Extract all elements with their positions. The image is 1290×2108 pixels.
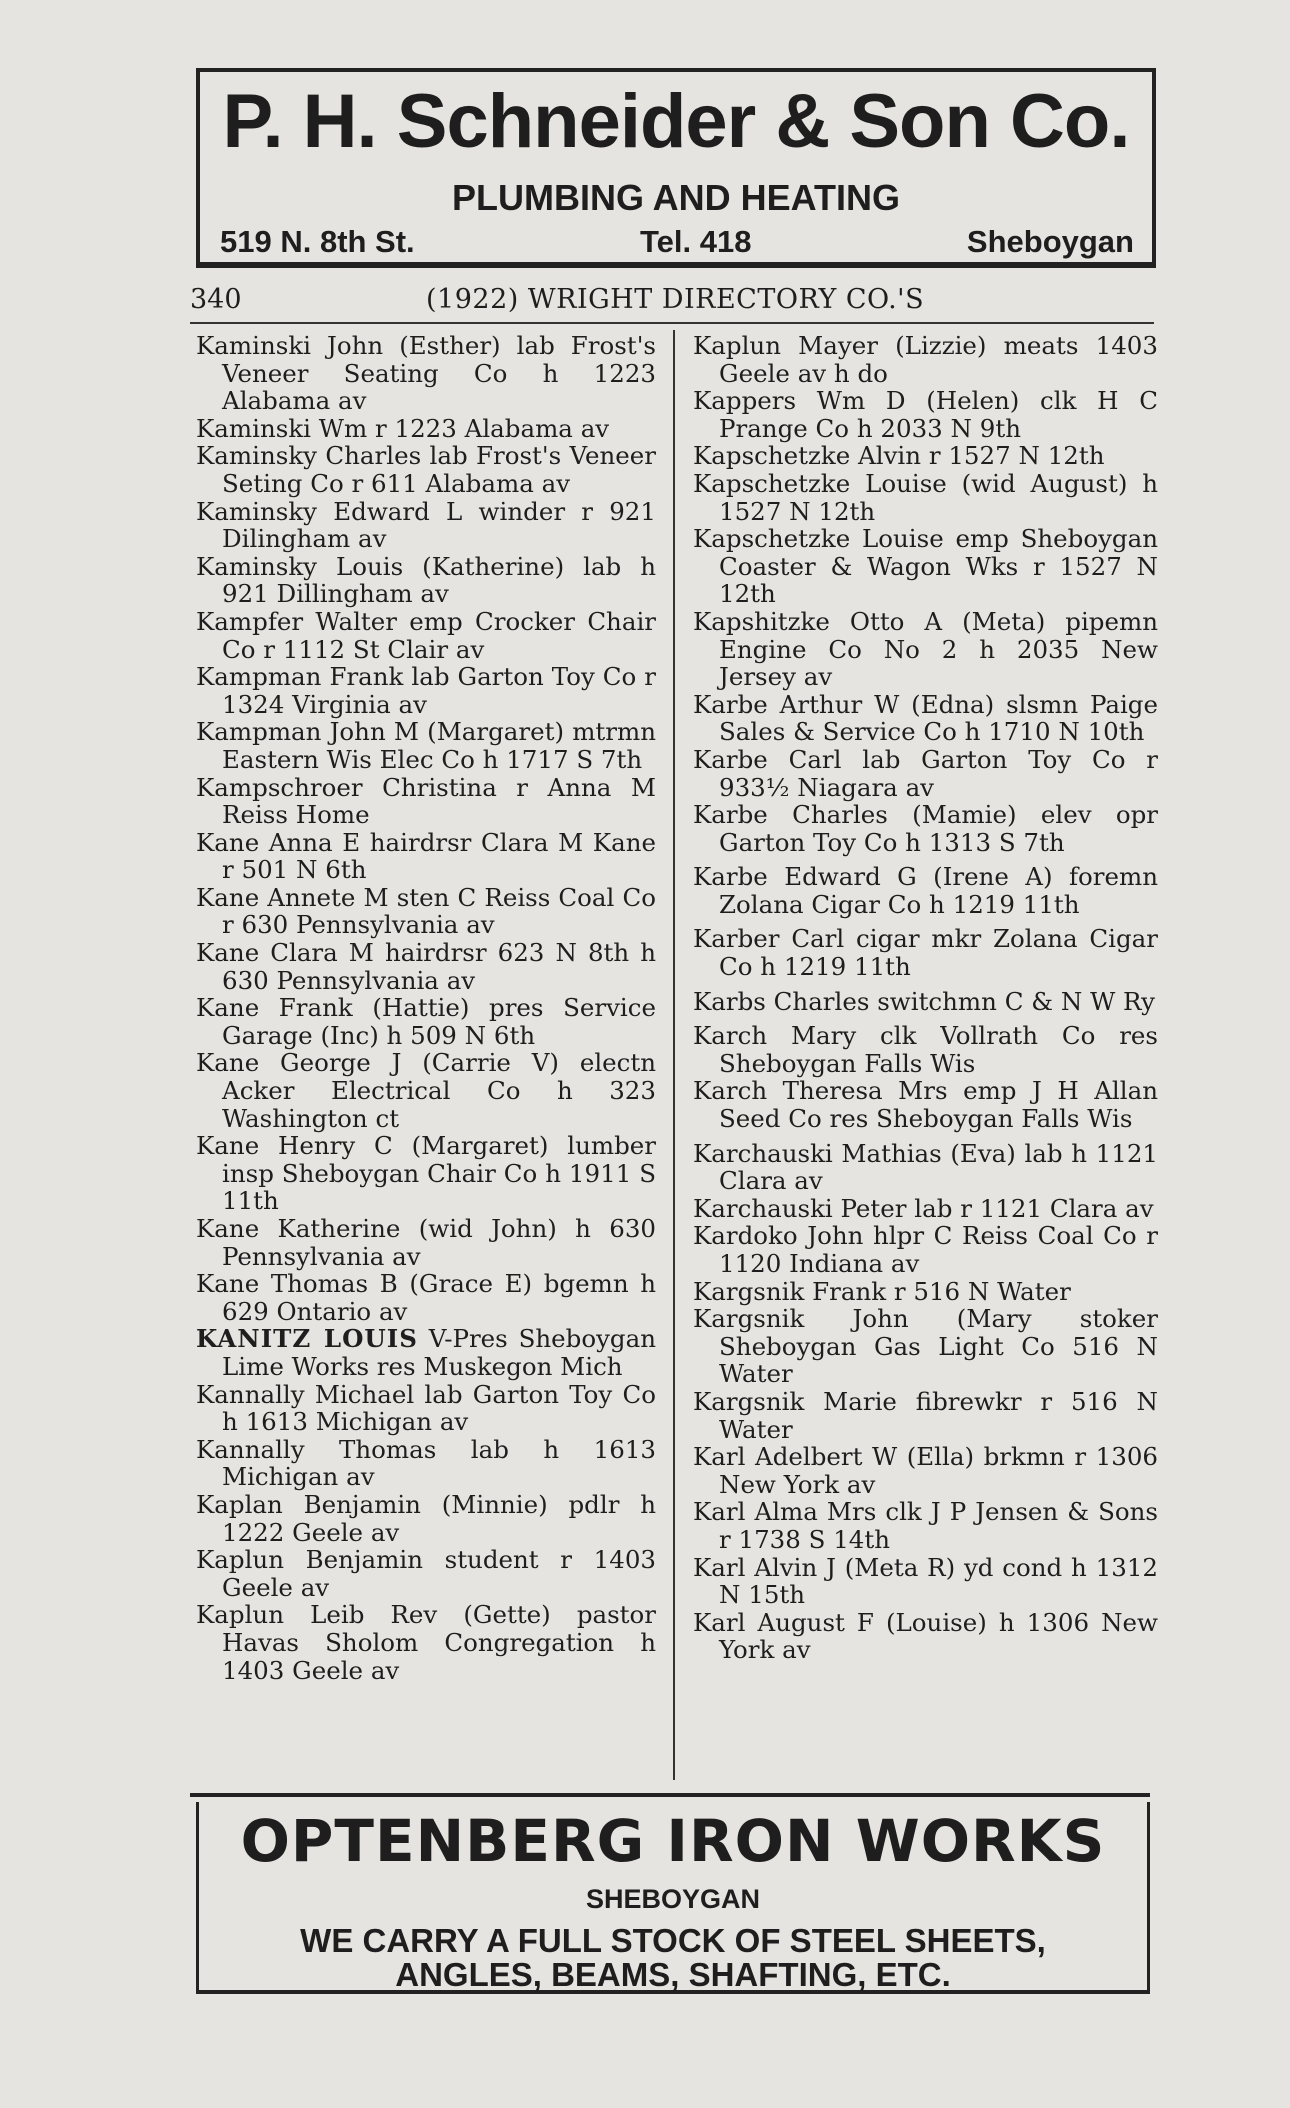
advertiser-slogan-line-2: ANGLES, BEAMS, SHAFTING, ETC. bbox=[395, 1956, 951, 1993]
directory-entry: Kane Katherine (wid John) h 630 Pennsylvania av bbox=[196, 1214, 656, 1271]
directory-entry: Kaminski John (Esther) lab Frost's Veneer Seating Co h 1223 Alabama av bbox=[196, 331, 656, 416]
directory-entry: Kane Frank (Hattie) pres Service Garage (Inc) h 509 N 6th bbox=[196, 993, 656, 1050]
directory-entry: Kannally Thomas lab h 1613 Michigan av bbox=[196, 1434, 656, 1492]
advertiser-name: P. H. Schneider & Son Co. bbox=[222, 79, 1130, 164]
directory-entry: Karbe Charles (Mamie) elev opr Garton Toy Co h 1313 S 7th bbox=[693, 800, 1158, 857]
directory-entry: Karl Adelbert W (Ella) brkmn r 1306 New York av bbox=[693, 1442, 1158, 1499]
directory-entry: Karbe Carl lab Garton Toy Co r 933½ Niagara av bbox=[693, 744, 1158, 802]
top-advertisement bbox=[196, 68, 1156, 268]
directory-entry: Kaplun Mayer (Lizzie) meats 1403 Geele av h do bbox=[693, 331, 1158, 388]
bottom-advertisement bbox=[196, 1802, 1150, 1994]
directory-entry: Kane Thomas B (Grace E) bgemn h 629 Ontario av bbox=[196, 1269, 656, 1326]
directory-entry: Kampschroer Christina r Anna M Reiss Home bbox=[196, 772, 656, 830]
directory-entry: Kaminsky Edward L winder r 921 Dilingham av bbox=[196, 496, 656, 554]
directory-entry: Kampman Frank lab Garton Toy Co r 1324 Virginia av bbox=[196, 662, 656, 719]
directory-entry: Kampfer Walter emp Crocker Chair Co r 1112 St Clair av bbox=[196, 606, 656, 664]
directory-entry: Karch Mary clk Vollrath Co res Sheboygan Falls Wis bbox=[693, 1021, 1158, 1078]
advertiser-city: SHEBOYGAN bbox=[585, 1884, 761, 1914]
left-column bbox=[196, 332, 656, 1684]
directory-entry: Kaplun Benjamin student r 1403 Geele av bbox=[196, 1545, 656, 1602]
directory-entry: Kapschetzke Alvin r 1527 N 12th bbox=[693, 441, 1105, 471]
directory-entry: Kaminsky Charles lab Frost's Veneer Seting Co r 611 Alabama av bbox=[196, 441, 656, 498]
advertiser-city: Sheboygan bbox=[966, 224, 1134, 259]
advertiser-trade: PLUMBING AND HEATING bbox=[452, 177, 900, 218]
directory-entry: Kaminsky Louis (Katherine) lab h 921 Dillingham av bbox=[196, 551, 656, 609]
directory-entry: Karl August F (Louise) h 1306 New York av bbox=[693, 1607, 1158, 1665]
directory-entry-featured bbox=[196, 1325, 656, 1380]
directory-entry: Kapschetzke Louise emp Sheboygan Coaster & Wagon Wks r 1527 N 12th bbox=[693, 524, 1158, 609]
directory-entry: Kargsnik Frank r 516 N Water bbox=[693, 1276, 1071, 1306]
directory-entry: Karber Carl cigar mkr Zolana Cigar Co h 1219 11th bbox=[693, 924, 1158, 982]
featured-details: V-Pres Sheboygan Lime Works res Muskegon Mich bbox=[222, 1324, 656, 1381]
directory-entry: Karch Theresa Mrs emp J H Allan Seed Co res Sheboygan Falls Wis bbox=[693, 1076, 1158, 1134]
featured-name: KANITZ LOUIS bbox=[196, 1324, 418, 1354]
directory-entry: Kane Anna E hairdrsr Clara M Kane r 501 N 6th bbox=[196, 827, 656, 885]
directory-entry: Kapshitzke Otto A (Meta) pipemn Engine Co No 2 h 2035 New Jersey av bbox=[693, 606, 1158, 692]
directory-entry: Kaplan Benjamin (Minnie) pdlr h 1222 Geele av bbox=[196, 1489, 656, 1547]
page-title: (1922) WRIGHT DIRECTORY CO.'S bbox=[426, 284, 925, 315]
bottom-rule bbox=[190, 1793, 1150, 1797]
advertiser-telephone: Tel. 418 bbox=[640, 224, 752, 259]
directory-entry: Karbs Charles switchmn C & N W Ry bbox=[693, 986, 1155, 1016]
page-number: 340 bbox=[190, 284, 242, 315]
right-column bbox=[693, 332, 1158, 1664]
directory-entry: Kane Annete M sten C Reiss Coal Co r 630 Pennsylvania av bbox=[196, 882, 656, 940]
advertiser-slogan-line-1: WE CARRY A FULL STOCK OF STEEL SHEETS, bbox=[300, 1922, 1046, 1959]
directory-entry: Karbe Arthur W (Edna) slsmn Paige Sales & Service Co h 1710 N 10th bbox=[693, 689, 1158, 747]
column-divider bbox=[673, 330, 675, 1780]
directory-entry: Kane George J (Carrie V) electn Acker Electrical Co h 323 Washington ct bbox=[196, 1048, 656, 1133]
directory-entry: Kapschetzke Louise (wid August) h 1527 N 12th bbox=[693, 468, 1158, 526]
directory-entry: Kaminski Wm r 1223 Alabama av bbox=[196, 413, 610, 443]
directory-entry: Kargsnik John (Mary stoker Sheboygan Gas Light Co 516 N Water bbox=[693, 1304, 1158, 1389]
directory-entry: Karl Alma Mrs clk J P Jensen & Sons r 1738 S 14th bbox=[693, 1497, 1158, 1554]
advertiser-address: 519 N. 8th St. bbox=[220, 224, 415, 259]
advertiser-name: OPTENBERG IRON WORKS bbox=[240, 1807, 1106, 1875]
directory-entry: Karbe Edward G (Irene A) foremn Zolana Cigar Co h 1219 11th bbox=[693, 862, 1158, 919]
directory-entry: Karl Alvin J (Meta R) yd cond h 1312 N 15th bbox=[693, 1552, 1158, 1610]
directory-entry: Kane Clara M hairdrsr 623 N 8th h 630 Pennsylvania av bbox=[196, 938, 656, 995]
directory-entry: Karchauski Mathias (Eva) lab h 1121 Clara av bbox=[693, 1138, 1158, 1196]
directory-entry: Kaplun Leib Rev (Gette) pastor Havas Sholom Congregation h 1403 Geele av bbox=[196, 1600, 656, 1685]
directory-entry: Karchauski Peter lab r 1121 Clara av bbox=[693, 1193, 1154, 1223]
directory-entry: Kargsnik Marie fibrewkr r 516 N Water bbox=[693, 1386, 1158, 1444]
directory-entry: Kampman John M (Margaret) mtrmn Eastern Wis Elec Co h 1717 S 7th bbox=[196, 717, 656, 774]
directory-entry: Kardoko John hlpr C Reiss Coal Co r 1120 Indiana av bbox=[693, 1221, 1158, 1278]
directory-entry: Kane Henry C (Margaret) lumber insp Sheboygan Chair Co h 1911 S 11th bbox=[196, 1131, 656, 1216]
running-header bbox=[190, 282, 1154, 324]
directory-entry: Kappers Wm D (Helen) clk H C Prange Co h 2033 N 9th bbox=[693, 386, 1158, 443]
directory-entry: Kannally Michael lab Garton Toy Co h 1613 Michigan av bbox=[196, 1379, 656, 1437]
